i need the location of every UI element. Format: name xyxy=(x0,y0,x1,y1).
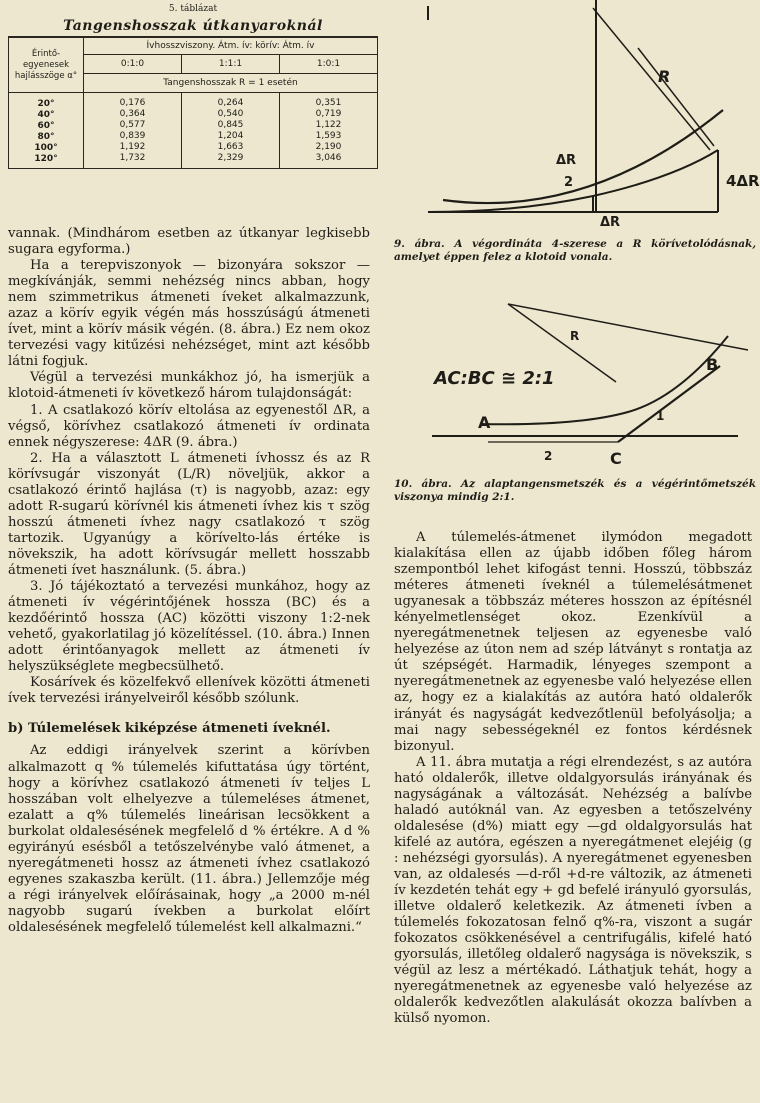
paragraph: Kosárívek és közelfekvő ellenívek közötti átmeneti ívek tervezési irányelveiről később szólunk. xyxy=(8,675,370,707)
paragraph: A túlemelés-átmenet ilymódon megadott kialakítása ellen az újabb időben főleg három szempontból lehet kifogást tenni. Hosszú, többszáz méteres átmeneti íveknél a túlemelésátmenet ugyanesak a többszáz méteres hosszon az építésnél kényelmetlenséget okoz. Ezenkívül a nyeregátmenetnek teljesen az egyenesbe való helyezése az úton nem ad szép látványt s rontatja az út szépségét. Harmadik, lényeges szempont a nyeregátmenetnek az egyenesbe való helyezése ellen az, hogy ez a kialakítás az autóra ható oldalerők irányát és nagyságát kedvezőtlenül befolyásolja; a mai nagy sebességeknél ez fontos kérdésnek bizonyul. xyxy=(394,530,752,754)
paragraph: 2. Ha a választott L átmeneti ívhossz és az R körívsugár viszonyát (L/R) növeljük, akkor a csatlakozó érintő hajlása (τ) is nagyobb, azaz: egy adott R-sugarú körívnél kis átmeneti ívhez kis τ szög hosszú átmeneti ívhez nagy csatlakozó τ szög tartozik. Ugyanúgy a körívelto-lás értéke is növekszik, ha adott körívsugár mellett hosszabb átmeneti ívet használunk. (5. ábra.) xyxy=(8,450,370,578)
cell-value: 0,845 xyxy=(217,119,244,130)
figure-10-caption: 10. ábra. Az alaptangensmetszék és a végérintőmetszék viszonya mindig 2:1. xyxy=(394,478,756,503)
value-column-1 xyxy=(84,93,182,169)
cell-value: 0,719 xyxy=(315,108,342,119)
left-body-text xyxy=(8,226,370,936)
angle-value: 40° xyxy=(37,110,55,120)
figure-10-diagram xyxy=(388,288,756,478)
cell-value: 1,192 xyxy=(119,141,146,152)
cell-value: 2,329 xyxy=(217,152,244,163)
label-b: B xyxy=(706,355,719,374)
label-a: A xyxy=(478,413,491,432)
cell-value: 0,839 xyxy=(119,130,146,141)
angle-value: 120° xyxy=(34,154,58,164)
label-one: 1 xyxy=(656,409,665,423)
label-four-delta-r: 4ΔR xyxy=(726,172,760,190)
label-r: R xyxy=(658,67,671,86)
value-column-3 xyxy=(280,93,378,169)
ratio-header-2: 1:1:1 xyxy=(182,55,280,74)
angle-value: 100° xyxy=(34,143,58,153)
angle-value: 80° xyxy=(37,132,55,142)
section-heading: b) Túlemelések kiképzése átmeneti íveknél. xyxy=(8,721,331,737)
tangent-table xyxy=(8,36,378,169)
angle-value: 20° xyxy=(37,99,55,109)
circular-arc xyxy=(443,110,723,203)
angle-value: 60° xyxy=(37,121,55,131)
cell-value: 0,540 xyxy=(217,108,244,119)
radius-line xyxy=(638,48,714,146)
angle-header: Érintő-egyenesek hajlásszöge α° xyxy=(9,37,84,93)
cell-value: 2,190 xyxy=(315,141,342,152)
paragraph: 1. A csatlakozó körív eltolása az egyenestől ΔR, a végső, körívhez csatlakozó átmeneti ív ordinata ennek négyszerese: 4ΔR (9. ábra.) xyxy=(8,402,370,450)
cell-value: 3,046 xyxy=(315,152,342,163)
paragraph: vannak. (Mindhárom esetben az útkanyar legkisebb sugara egyforma.) xyxy=(8,226,370,258)
paragraph: Az eddigi irányelvek szerint a körívben alkalmazott q % túlemelés kifuttatása úgy történt, hogy a körívhez csatlakozó átmeneti ív teljes L hosszában volt elhelyezve a túlemeléses átmenet, ezalatt a q% túlemelés lineárisan lecsökkent a burkolat oldalesésének megfelelő d % értékre. A d % egyirányú esésből a tetőszelvénybe való átmenet, a nyeregátmeneti hossz az átmeneti ívhez csatlakozó egyenes szakaszba került. (11. ábra.) Jellemzője még a régi irányelvek előírásainak, hogy „a 2000 m-nél nagyobb sugarú ívekben a burkolat előírt oldalesésének megfelelő túlemelést kell alkalmazni.“ xyxy=(8,743,370,935)
cell-value: 1,732 xyxy=(119,152,146,163)
reference-line xyxy=(508,304,748,350)
label-ratio: AC:BC ≅ 2:1 xyxy=(434,368,555,389)
label-r: R xyxy=(570,329,580,343)
angle-column xyxy=(9,93,84,169)
cell-value: 1,204 xyxy=(217,130,244,141)
cell-value: 0,176 xyxy=(119,97,146,108)
label-two: 2 xyxy=(564,175,574,190)
value-column-2 xyxy=(182,93,280,169)
cell-value: 1,593 xyxy=(315,130,342,141)
radius-line xyxy=(593,8,710,150)
label-c: C xyxy=(610,449,622,468)
cell-value: 1,122 xyxy=(315,119,342,130)
label-two: 2 xyxy=(544,449,553,463)
end-tangent-line xyxy=(618,366,720,442)
paragraph: Végül a tervezési munkákhoz jó, ha ismerjük a klotoid-átmeneti ív következő három tulajdonságát: xyxy=(8,370,370,402)
figure-9-diagram xyxy=(388,0,760,232)
label-delta-r: ΔR xyxy=(600,215,621,230)
cell-value: 1,663 xyxy=(217,141,244,152)
paragraph: 3. Jó tájékoztató a tervezési munkához, hogy az átmeneti ív végérintőjének hossza (BC) és a kezdőérintő hossza (AC) közötti viszony 1:2-nek vehető, gyakorlatilag jó közelítéssel. (10. ábra.) Innen adott érintőanyagok mellett az átmeneti ív helyszükséglete megbecsülhető. xyxy=(8,579,370,675)
table-subheader: Tangenshosszak R = 1 esetén xyxy=(84,74,378,93)
cell-value: 0,364 xyxy=(119,108,146,119)
paragraph: Ha a terepviszonyok — bizonyára sokszor — megkívánják, semmi nehézség nincs abban, hogy nem szimmetrikus átmeneti íveket alkalmazzunk, azaz a körív egyik végén más hosszúságú átmeneti ívet, mint a körív másik végén. (8. ábra.) Ez nem okoz tervezési vagy kitűzési nehézséget, mint azt később látni fogjuk. xyxy=(8,258,370,370)
right-body-text xyxy=(394,530,752,1027)
figure-9-caption: 9. ábra. A végordináta 4-szerese a R körívetolódásnak, amelyet éppen felez a klotoid vonala. xyxy=(394,238,756,263)
cell-value: 0,577 xyxy=(119,119,146,130)
label-delta-r-half: ΔR xyxy=(556,153,577,168)
table-number: 5. táblázat xyxy=(168,4,218,14)
cell-value: 0,351 xyxy=(315,97,342,108)
paragraph: A 11. ábra mutatja a régi elrendezést, s az autóra ható oldalerők, illetve oldalgyorsulás irányának és nagyságának a változását. Nehézség a balívbe haladó autóknál van. Az egyesben a tetőszelvény oldalesése (d%) miatt egy —gd oldalgyorsulás hat kifelé az autóra, egészen a nyeregátmenet elejéig (g : nehézségi gyorsulás). A nyeregátmenet egyenesben van, az oldalesés —d-ről +d-re változik, az átmeneti ív kezdetén tehát egy + gd befelé irányuló gyorsulás, illetve oldalerő keletkezik. Az átmeneti ívben a túlemelés fokozatosan felnő q%-ra, viszont a sugár fokozatos csökkenésével a centrifugális, kifelé ható gyorsulás, illetőleg oldalerő nagysága is növekszik, s végül az lesz a mértékadó. Láthatjuk tehát, hogy a nyeregátmenetnek az egyenesbe való helyezése az oldalerők kedvezőtlen alakulását okozza balívben a külső nyomon. xyxy=(394,754,752,1027)
ratio-group-header: Ívhosszviszony. Átm. ív: körív: Átm. ív xyxy=(84,37,378,55)
ratio-header-1: 0:1:0 xyxy=(84,55,182,74)
table-title: Tangenshosszak útkanyaroknál xyxy=(63,18,323,34)
cell-value: 0,264 xyxy=(217,97,244,108)
ratio-header-3: 1:0:1 xyxy=(280,55,378,74)
